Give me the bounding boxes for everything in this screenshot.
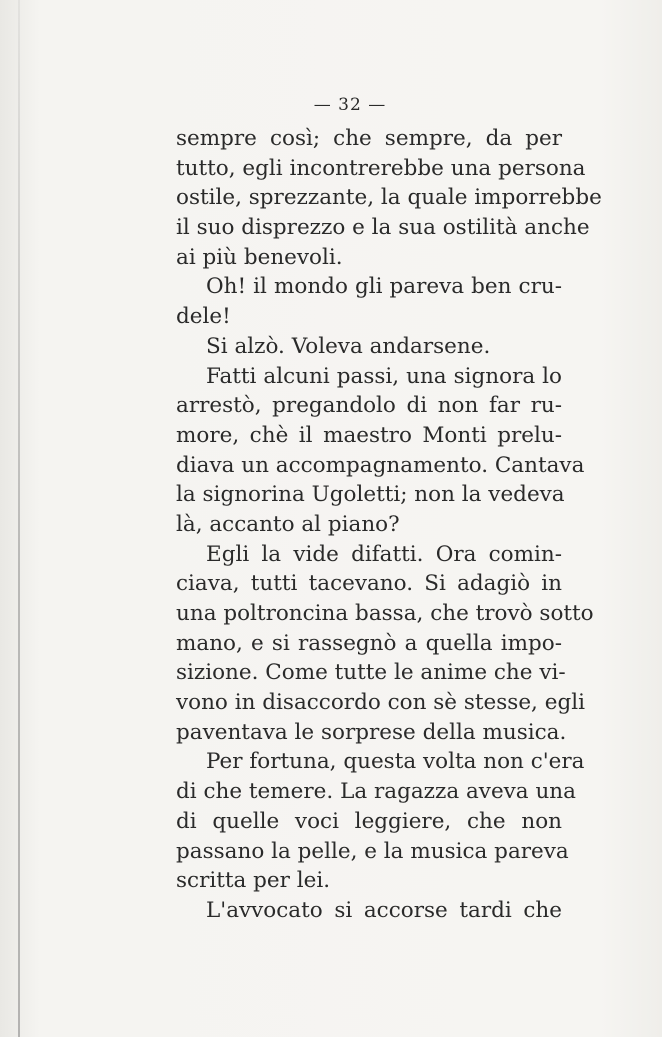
body-text: [176, 124, 602, 926]
text-line: una poltroncina bassa, che trovò sotto: [176, 601, 594, 626]
text-line: dele!: [176, 304, 231, 330]
text-line: Egli la vide difatti. Ora comin-: [206, 541, 562, 567]
text-line: Oh! il mondo gli pareva ben cru-: [206, 274, 562, 300]
text-line: paventava le sorprese della musica.: [176, 719, 567, 745]
text-line: ciava, tutti tacevano. Si adagiò in: [176, 571, 562, 597]
text-line: Si alzò. Voleva andarsene.: [206, 333, 491, 359]
text-line: la signorina Ugoletti; non la vedeva: [176, 482, 565, 508]
text-line: diava un accompagnamento. Cantava: [176, 452, 585, 478]
text-line: il suo disprezzo e la sua ostilità anche: [176, 215, 590, 241]
text-line: là, accanto al piano?: [176, 511, 400, 537]
text-line: Per fortuna, questa volta non c'era: [206, 749, 585, 775]
text-line: sizione. Come tutte le anime che vi-: [176, 660, 566, 686]
page-gutter-shadow: [18, 0, 20, 1037]
text-line: di quelle voci leggiere, che non: [176, 808, 562, 834]
text-line: arrestò, pregandolo di non far ru-: [176, 393, 562, 419]
text-line: mano, e si rassegnò a quella impo-: [176, 630, 562, 656]
text-line: sempre così; che sempre, da per: [176, 126, 562, 151]
text-line: scritta per lei.: [176, 868, 331, 894]
text-line: L'avvocato si accorse tardi che: [206, 897, 562, 923]
text-line: ai più benevoli.: [176, 244, 343, 270]
text-line: tutto, egli incontrerebbe una persona: [176, 155, 586, 181]
text-line: vono in disaccordo con sè stesse, egli: [176, 690, 585, 716]
text-line: di che temere. La ragazza aveva una: [176, 779, 576, 805]
page-number: — 32 —: [313, 95, 387, 115]
text-line: Fatti alcuni passi, una signora lo: [206, 363, 562, 389]
text-line: more, chè il maestro Monti prelu-: [176, 422, 562, 448]
text-line: ostile, sprezzante, la quale imporrebbe: [176, 185, 602, 211]
text-line: passano la pelle, e la musica pareva: [176, 838, 569, 864]
